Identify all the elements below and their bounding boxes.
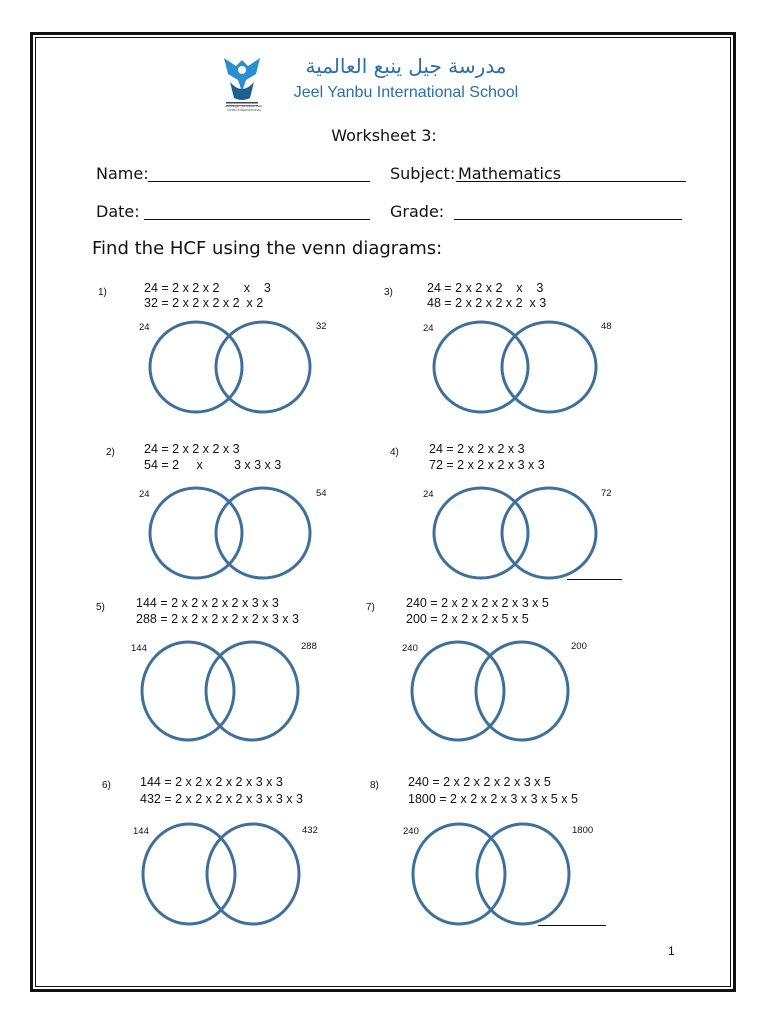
right-circle-label: 54 [316,488,327,499]
factorization-line-1: 24 = 2 x 2 x 2 x 3 [427,281,544,295]
problem-number: 3) [384,287,393,298]
venn-right-circle[interactable] [206,642,298,740]
worksheet-title: Worksheet 3: [331,126,437,145]
factorization-line-1: 24 = 2 x 2 x 2 x 3 [429,442,525,456]
left-circle-label: 144 [133,826,149,837]
name-label: Name: [96,164,149,183]
name-field[interactable] [96,164,376,186]
factorization-line-2: 72 = 2 x 2 x 2 x 3 x 3 [429,458,545,472]
right-circle-label: 200 [571,641,587,652]
venn-diagram[interactable] [141,822,301,928]
left-circle-label: 24 [139,489,150,500]
problem-number: 7) [366,602,375,613]
venn-right-circle[interactable] [207,824,299,924]
factorization-line-2: 48 = 2 x 2 x 2 x 2 x 3 [427,296,547,310]
venn-diagram[interactable] [432,320,598,416]
date-field[interactable] [96,202,376,224]
venn-right-circle[interactable] [502,322,596,412]
venn-right-circle[interactable] [216,488,310,578]
venn-diagram[interactable] [432,486,598,582]
right-circle-label: 288 [301,641,317,652]
factorization-line-1: 24 = 2 x 2 x 2 x 3 [144,442,240,456]
venn-diagram[interactable] [148,486,314,582]
answer-line[interactable] [538,925,606,926]
left-circle-label: 24 [423,489,434,500]
subject-value: Mathematics [458,164,562,183]
school-logo-icon [220,52,264,110]
problem-number: 6) [102,780,111,791]
problem-number: 4) [390,447,399,458]
problem-number: 8) [370,780,379,791]
left-circle-label: 24 [423,323,434,334]
subject-label: Subject: [390,164,456,183]
factorization-line-1: 240 = 2 x 2 x 2 x 2 x 3 x 5 [406,596,549,610]
left-circle-label: 24 [139,322,150,333]
right-circle-label: 48 [601,321,612,332]
grade-line [454,219,682,220]
venn-right-circle[interactable] [216,322,310,412]
left-circle-label: 144 [131,643,147,654]
factorization-line-2: 200 = 2 x 2 x 2 x 5 x 5 [406,612,529,626]
venn-diagram[interactable] [411,822,571,928]
subject-line [456,181,686,182]
school-name-english: Jeel Yanbu International School [293,84,519,101]
logo-caption: مدرسة جيل ينبع العالمية JEEL YANBU INTERNATIONAL [225,104,263,112]
subject-field[interactable] [390,164,690,186]
factorization-line-2: 32 = 2 x 2 x 2 x 2 x 2 [144,296,264,310]
venn-right-circle[interactable] [477,824,569,924]
grade-field[interactable] [390,202,690,224]
venn-diagram[interactable] [410,640,570,744]
left-circle-label: 240 [403,826,419,837]
factorization-line-2: 288 = 2 x 2 x 2 x 2 x 2 x 3 x 3 [136,612,299,626]
venn-right-circle[interactable] [476,642,568,740]
factorization-line-1: 144 = 2 x 2 x 2 x 2 x 3 x 3 [140,775,283,789]
factorization-line-2: 54 = 2 x 3 x 3 x 3 [144,458,282,472]
factorization-line-2: 432 = 2 x 2 x 2 x 2 x 3 x 3 x 3 [140,792,303,806]
date-line [144,219,370,220]
grade-label: Grade: [390,202,445,221]
venn-right-circle[interactable] [502,488,596,578]
left-circle-label: 240 [402,643,418,654]
right-circle-label: 1800 [572,825,594,836]
factorization-line-1: 240 = 2 x 2 x 2 x 2 x 3 x 5 [408,775,551,789]
factorization-line-1: 24 = 2 x 2 x 2 x 3 [144,281,271,295]
venn-diagram[interactable] [140,640,300,744]
right-circle-label: 432 [302,825,318,836]
right-circle-label: 32 [316,321,327,332]
page-number: 1 [668,944,675,958]
problem-number: 5) [96,602,105,613]
problem-number: 1) [98,287,107,298]
answer-line[interactable] [567,579,622,580]
venn-diagram[interactable] [148,320,314,416]
problem-number: 2) [106,447,115,458]
date-label: Date: [96,202,140,221]
school-name-arabic: مدرسة جيل ينبع العالمية [305,54,507,78]
factorization-line-1: 144 = 2 x 2 x 2 x 2 x 3 x 3 [136,596,279,610]
instruction-text: Find the HCF using the venn diagrams: [92,238,443,259]
right-circle-label: 72 [601,488,612,499]
factorization-line-2: 1800 = 2 x 2 x 2 x 3 x 3 x 5 x 5 [408,792,578,806]
name-line [148,181,370,182]
